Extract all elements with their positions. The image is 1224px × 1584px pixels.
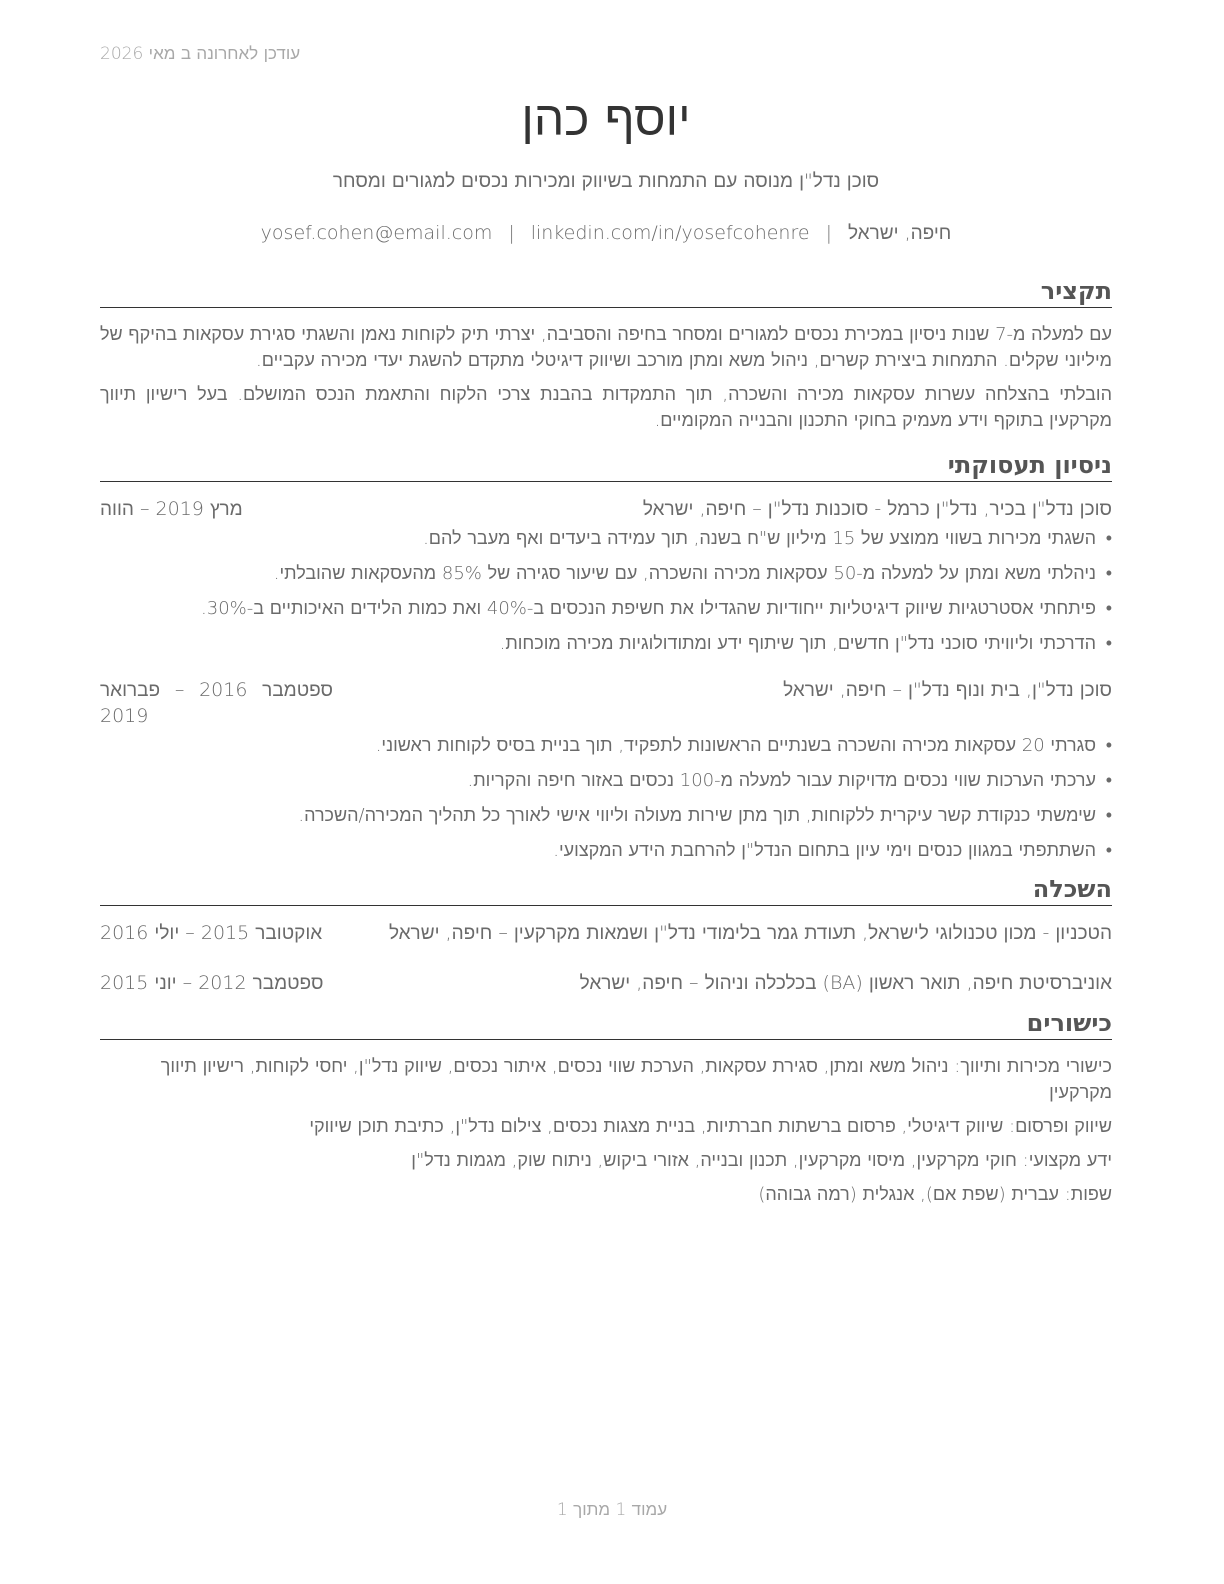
- skills-line: שפות: עברית (שפת אם), אנגלית (רמה גבוהה): [758, 1184, 1112, 1205]
- job-bullet: • סגרתי 20 עסקאות מכירה והשכרה בשנתיים הראשונות לתפקיד, תוך בניית בסיס לקוחות ראשוני.: [100, 733, 1112, 759]
- contact-separator: |: [825, 222, 832, 244]
- job-bullet: • פיתחתי אסטרטגיות שיווק דיגיטליות ייחודיות שהגדילו את חשיפת הנכסים ב-40% ואת כמות הלידים האיכותיים ב-30%.: [100, 596, 1112, 622]
- skills-line: שיווק ופרסום: שיווק דיגיטלי, פרסום ברשתות חברתיות, בניית מצגות נכסים, צילום נדל"ן, כתיבת תוכן שיווקי: [309, 1116, 1112, 1137]
- education-title: השכלה: [100, 874, 1112, 906]
- page-footer: עמוד 1 מתוך 1: [556, 1500, 668, 1520]
- contact-separator: |: [508, 222, 515, 244]
- job-bullet: • ערכתי הערכות שווי נכסים מדויקות עבור למעלה מ-100 נכסים באזור חיפה והקריות.: [100, 768, 1112, 794]
- job-bullets: [100, 733, 1112, 864]
- education-text: אוניברסיטת חיפה, תואר ראשון (BA) בכלכלה וניהול – חיפה, ישראל: [579, 972, 1112, 994]
- skills-line: כישורי מכירות ותיווך: ניהול משא ומתן, סגירת עסקאות, הערכת שווי נכסים, איתור נכסים, שיווק נדל"ן, יחסי לקוחות, רישיון תיווך מקרקעין: [160, 1056, 1112, 1103]
- skills-line: ידע מקצועי: חוקי מקרקעין, מיסוי מקרקעין, תכנון ובנייה, אזורי ביקוש, ניתוח שוק, מגמות נדל"ן: [411, 1150, 1112, 1171]
- education-dates: אוקטובר 2015 – יולי 2016: [100, 922, 323, 944]
- job-dates: מרץ 2019 – הווה: [100, 498, 243, 520]
- contact-location: חיפה, ישראל: [847, 222, 952, 244]
- summary-paragraph: עם למעלה מ-7 שנות ניסיון במכירת נכסים למגורים ומסחר בחיפה והסביבה, יצרתי תיק לקוחות נאמן והשגתי סגירת עסקאות בהיקף של מיליוני שקלים. התמחות ביצירת קשרים, ניהול משא ומתן מורכב ושיווק דיגיטלי מתקדם להשגת יעדי מכירה עקביים.: [100, 324, 1112, 371]
- job-dates: ספטמבר 2016 – פברואר 2019: [100, 679, 333, 727]
- job-bullet: • ניהלתי משא ומתן על למעלה מ-50 עסקאות מכירה והשכרה, עם שיעור סגירה של 85% מהעסקאות שהובלתי.: [100, 561, 1112, 587]
- candidate-name: יוסף כהן: [521, 91, 691, 147]
- job-bullets: [100, 526, 1112, 657]
- education-section: [100, 874, 1112, 996]
- contact-linkedin[interactable]: linkedin.com/in/yosefcohenre: [530, 222, 810, 244]
- contact-email[interactable]: yosef.cohen@email.com: [260, 222, 493, 244]
- summary-paragraph: הובלתי בהצלחה עשרות עסקאות מכירה והשכרה, תוך התמקדות בהבנת צרכי הלקוח והתאמת הנכס המושלם. בעל רישיון תיווך מקרקעין בתוקף וידע מעמיק בחוקי התכנון והבנייה המקומיים.: [100, 384, 1112, 431]
- job-entry: [100, 677, 1112, 864]
- contact-line: [100, 220, 1112, 246]
- skills-title: כישורים: [100, 1008, 1112, 1040]
- experience-title: ניסיון תעסוקתי: [100, 450, 1112, 482]
- job-bullet: • השתתפתי במגוון כנסים וימי עיון בתחום הנדל"ן להרחבת הידע המקצועי.: [100, 838, 1112, 864]
- job-role: סוכן נדל"ן, בית ונוף נדל"ן – חיפה, ישראל: [783, 679, 1112, 701]
- experience-section: [100, 450, 1112, 864]
- education-text: הטכניון - מכון טכנולוגי לישראל, תעודת גמר בלימודי נדל"ן ושמאות מקרקעין – חיפה, ישראל: [388, 922, 1112, 944]
- summary-title: תקציר: [100, 276, 1112, 308]
- skills-section: [100, 1008, 1112, 1208]
- job-bullet: • הדרכתי וליוויתי סוכני נדל"ן חדשים, תוך שיתוף ידע ומתודולוגיות מכירה מוכחות.: [100, 631, 1112, 657]
- job-role: סוכן נדל"ן בכיר, נדל"ן כרמל - סוכנות נדל"ן – חיפה, ישראל: [642, 498, 1112, 520]
- job-bullet: • השגתי מכירות בשווי ממוצע של 15 מיליון ש"ח בשנה, תוך עמידה ביעדים ואף מעבר להם.: [100, 526, 1112, 552]
- education-entry: [100, 970, 1112, 996]
- summary-section: [100, 276, 1112, 434]
- candidate-tagline: סוכן נדל"ן מנוסה עם התמחות בשיווק ומכירות נכסים למגורים ומסחר: [332, 170, 880, 192]
- education-entry: [100, 920, 1112, 946]
- job-entry: [100, 496, 1112, 657]
- education-dates: ספטמבר 2012 – יוני 2015: [100, 972, 324, 994]
- job-bullet: • שימשתי כנקודת קשר עיקרית ללקוחות, תוך מתן שירות מעולה וליווי אישי לאורך כל תהליך המכירה/השכרה.: [100, 803, 1112, 829]
- last-updated-note: עודכן לאחרונה ב מאי 2026: [100, 44, 301, 64]
- resume-page: [100, 88, 1112, 1216]
